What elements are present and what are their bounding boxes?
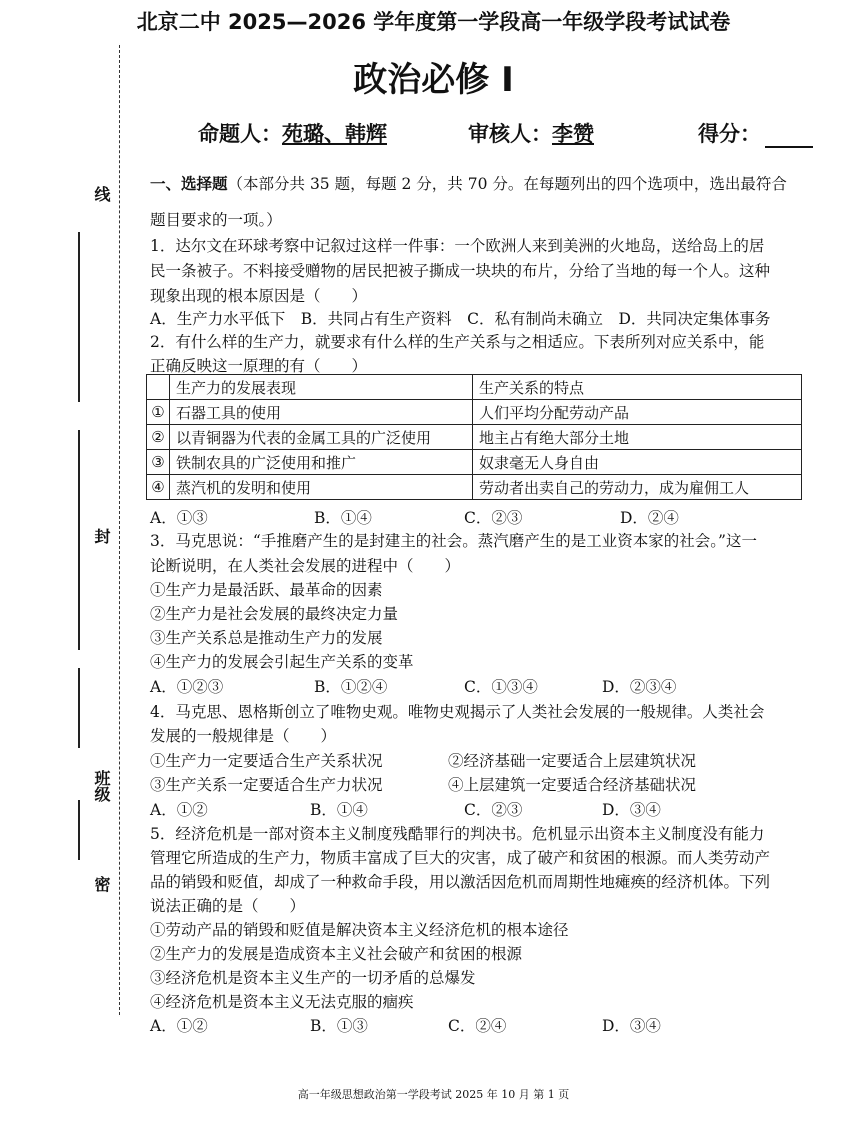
q3-statement-4: ④生产力的发展会引起生产关系的变革 <box>150 653 414 671</box>
q3-line1: 3．马克思说：“手推磨产生的是封建主的社会。蒸汽磨产生的是工业资本家的社会。”这一 <box>150 532 757 550</box>
q5-statement-1: ①劳动产品的销毁和贬值是解决资本主义经济危机的根本途径 <box>150 921 569 939</box>
q1-line2: 民一条被子。不料接受赠物的居民把被子撕成一块块的布片，分给了当地的每一个人。这种 <box>150 262 771 280</box>
q2-option-c: C．②③ <box>464 509 523 527</box>
q3-option-d: D．②③④ <box>602 678 677 696</box>
reviewer-label: 审核人： <box>468 122 552 146</box>
table-header-productive: 生产力的发展表现 <box>170 375 473 400</box>
section-intro-1: （本部分共 35 题，每题 2 分，共 70 分。在每题列出的四个选项中，选出最符合 <box>227 175 787 193</box>
table-cell-productive: 石器工具的使用 <box>170 400 473 425</box>
table-row-num: ④ <box>147 475 170 500</box>
q3-statement-1: ①生产力是最活跃、最革命的因素 <box>150 581 383 599</box>
binding-char-line: 线 <box>92 186 111 202</box>
table-header-relation: 生产关系的特点 <box>473 375 802 400</box>
score-blank <box>765 128 813 148</box>
margin-rule-4 <box>78 800 80 860</box>
q5-option-b: B．①③ <box>310 1017 368 1035</box>
q5-line4: 说法正确的是（ ） <box>150 897 306 915</box>
q2-option-b: B．①④ <box>314 509 372 527</box>
binding-dashed-line <box>119 45 120 1015</box>
q5-option-d: D．③④ <box>602 1017 661 1035</box>
section-intro-2: 题目要求的一项。） <box>150 211 282 229</box>
q4-statement-4: ④上层建筑一定要适合经济基础状况 <box>448 776 697 794</box>
q2-line1: 2．有什么样的生产力，就要求有什么样的生产关系与之相适应。下表所列对应关系中，能 <box>150 333 765 351</box>
q5-line3: 品的销毁和贬值，却成了一种救命手段，用以激活因危机而周期性地瘫痪的经济机体。下列 <box>150 873 771 891</box>
q5-statement-3: ③经济危机是资本主义生产的一切矛盾的总爆发 <box>150 969 476 987</box>
exam-title: 北京二中 2025—2026 学年度第一学段高一年级学段考试试卷 <box>136 10 731 34</box>
page-footer: 高一年级思想政治第一学段考试 2025 年 10 月 第 1 页 <box>297 1088 570 1101</box>
table-cell-productive: 铁制农具的广泛使用和推广 <box>170 450 473 475</box>
table-cell-relation: 地主占有绝大部分土地 <box>473 425 802 450</box>
table-cell-productive: 蒸汽机的发明和使用 <box>170 475 473 500</box>
setter-label: 命题人： <box>198 122 282 146</box>
q4-option-b: B．①④ <box>310 801 368 819</box>
q4-statement-3: ③生产关系一定要适合生产力状况 <box>150 776 383 794</box>
q3-option-b: B．①②④ <box>314 678 388 696</box>
table-cell-relation: 奴隶毫无人身自由 <box>473 450 802 475</box>
q2-line2: 正确反映这一原理的有（ ） <box>150 357 368 375</box>
binding-char-seal: 封 <box>92 528 111 544</box>
q5-line2: 管理它所造成的生产力，物质丰富成了巨大的灾害，成了破产和贫困的根源。而人类劳动产 <box>150 849 771 867</box>
q3-line2: 论断说明，在人类社会发展的进程中（ ） <box>150 557 461 575</box>
q4-option-c: C．②③ <box>464 801 523 819</box>
q4-line1: 4．马克思、恩格斯创立了唯物史观。唯物史观揭示了人类社会发展的一般规律。人类社会 <box>150 703 765 721</box>
setter-block <box>198 118 387 148</box>
margin-rule-2 <box>78 430 80 650</box>
q4-option-a: A．①② <box>150 801 208 819</box>
score-block <box>698 118 813 148</box>
q4-line2: 发展的一般规律是（ ） <box>150 727 337 745</box>
q3-option-c: C．①③④ <box>464 678 538 696</box>
q1-line3: 现象出现的根本原因是（ ） <box>150 287 368 305</box>
q3-statement-3: ③生产关系总是推动生产力的发展 <box>150 629 383 647</box>
binding-char-secret: 密 <box>92 876 111 892</box>
q4-statement-2: ②经济基础一定要适合上层建筑状况 <box>448 752 697 770</box>
score-label: 得分： <box>698 122 761 146</box>
q5-option-a: A．①② <box>150 1017 208 1035</box>
binding-char-class: 班级 <box>92 770 111 802</box>
q5-statement-2: ②生产力的发展是造成资本主义社会破产和贫困的根源 <box>150 945 523 963</box>
margin-rule-1 <box>78 232 80 402</box>
q2-table <box>146 374 802 500</box>
section-heading-line <box>150 172 787 194</box>
reviewer-name: 李赞 <box>552 122 594 146</box>
q2-option-a: A．①③ <box>150 509 208 527</box>
table-cell-productive: 以青铜器为代表的金属工具的广泛使用 <box>170 425 473 450</box>
q3-option-a: A．①②③ <box>150 678 224 696</box>
section-heading: 一、选择题 <box>150 175 228 193</box>
q5-option-c: C．②④ <box>448 1017 507 1035</box>
setter-names: 苑璐、韩辉 <box>282 122 387 146</box>
table-row-num: ② <box>147 425 170 450</box>
table-header-num <box>147 375 170 400</box>
margin-rule-3 <box>78 668 80 748</box>
table-row <box>147 475 802 500</box>
table-row <box>147 400 802 425</box>
subject-title: 政治必修 I <box>353 60 514 100</box>
table-row-num: ① <box>147 400 170 425</box>
q1-line1: 1．达尔文在环球考察中记叙过这样一件事：一个欧洲人来到美洲的火地岛，送给岛上的居 <box>150 237 765 255</box>
reviewer-block <box>468 118 594 148</box>
table-row-num: ③ <box>147 450 170 475</box>
table-cell-relation: 劳动者出卖自己的劳动力，成为雇佣工人 <box>473 475 802 500</box>
table-row <box>147 450 802 475</box>
table-row <box>147 425 802 450</box>
q4-option-d: D．③④ <box>602 801 661 819</box>
q1-options: A．生产力水平低下 B．共同占有生产资料 C．私有制尚未确立 D．共同决定集体事务 <box>150 310 771 328</box>
q5-statement-4: ④经济危机是资本主义无法克服的痼疾 <box>150 993 414 1011</box>
q4-statement-1: ①生产力一定要适合生产关系状况 <box>150 752 383 770</box>
table-cell-relation: 人们平均分配劳动产品 <box>473 400 802 425</box>
q2-option-d: D．②④ <box>620 509 679 527</box>
q3-statement-2: ②生产力是社会发展的最终决定力量 <box>150 605 399 623</box>
table-header-row <box>147 375 802 400</box>
q5-line1: 5．经济危机是一部对资本主义制度残酷罪行的判决书。危机显示出资本主义制度没有能力 <box>150 825 765 843</box>
